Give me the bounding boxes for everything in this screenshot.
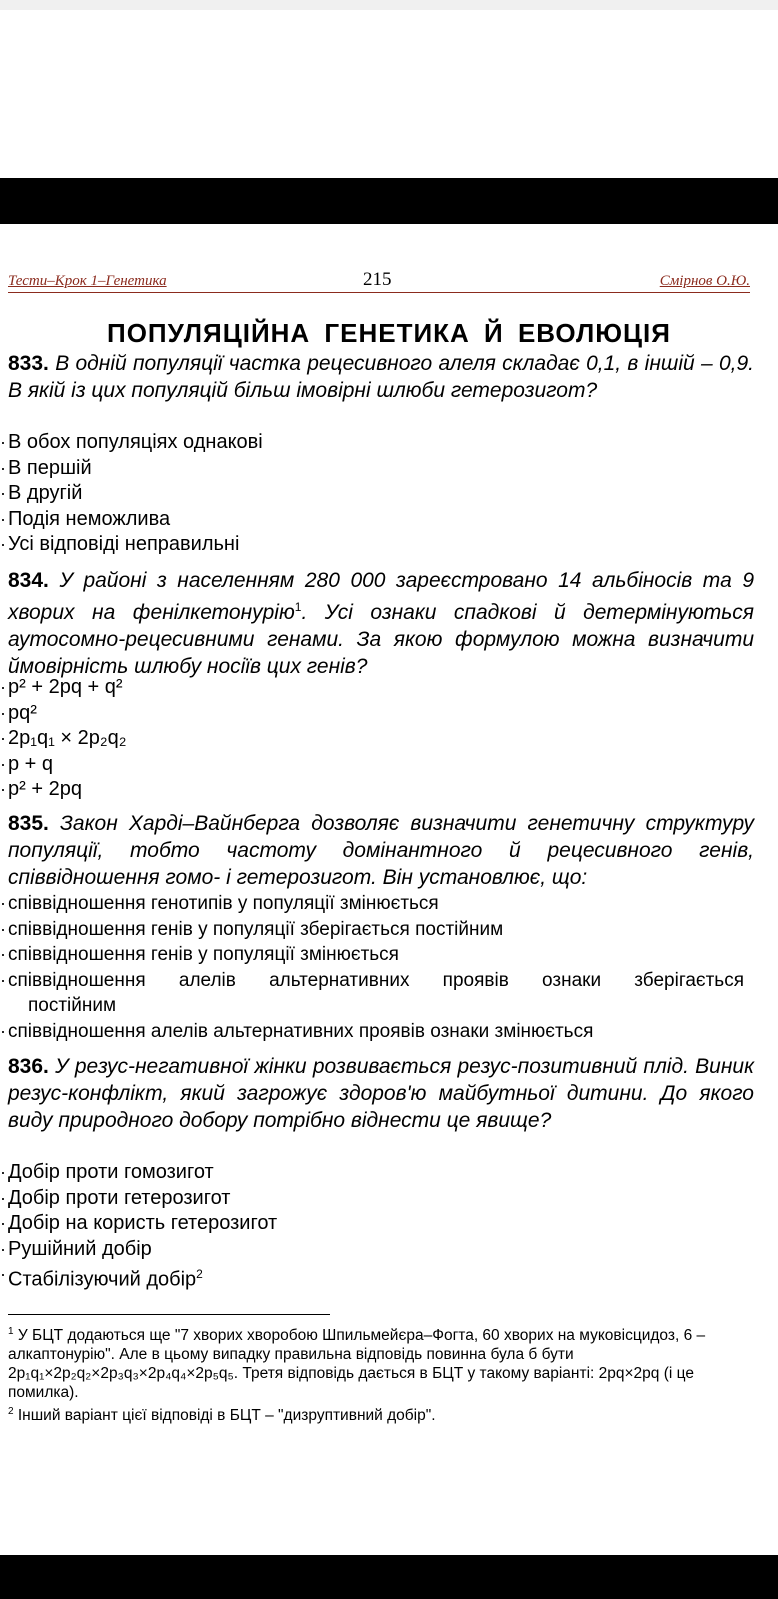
answer-option: · В першій [0,456,760,482]
header-right: Смірнов О.Ю. [659,273,750,289]
question-number: 834. [8,569,49,592]
answer-option-line: співвідношення алелів альтернативних проявів ознаки зберігається [8,969,744,991]
answer-list-836 [0,1160,760,1293]
answer-option: · Добір проти гетерозигот [0,1186,760,1212]
answer-option: · Добір проти гомозигот [0,1160,760,1186]
answer-option: · співвідношення генів у популяції змінюється [0,942,760,968]
answer-option: · співвідношення генотипів у популяції змінюється [0,891,760,917]
question-number: 835. [8,812,49,835]
answer-option: · В обох популяціях однакові [0,430,760,456]
answer-option: · Подія неможлива [0,507,760,533]
running-header [8,270,750,293]
answer-list-834 [0,675,760,803]
question-text: В одній популяції частка рецесивного алеля складає 0,1, в іншій – 0,9. В якій із цих популяцій більш імовірні шлюби гетерозигот? [8,352,754,402]
answer-option [0,968,760,1019]
top-strip [0,0,778,10]
footnote-marker: 2 [8,1406,14,1418]
question-text: . Усі ознаки спадкові й детермінуються аутосомно-рецесивними генами. За якою формулою можна визначити ймовірність шлюбу носіїв цих генів? [8,601,754,678]
answer-option-text: Стабілізуючий добір [8,1268,197,1291]
footnote-marker: 1 [8,1326,14,1337]
question-text: У резус-негативної жінки розвивається резус-позитивний плід. Виник резус-конфлікт, який загрожує здоров'ю майбутньої дитини. До якого виду природного добору потрібно віднести це явище? [8,1055,754,1132]
question-text: Закон Харді–Вайнберга дозволяє визначити генетичну структуру популяції, тобто частоту домінантного й рецесивного генів, співвідношення гомо- і гетерозигот. Він установлює, що: [8,812,754,889]
footnote-2 [8,1402,754,1425]
answer-option-line: постійним [28,995,117,1016]
answer-list-835 [0,891,760,1044]
answer-option: · 2p₁q₁ × 2p₂q₂ [0,726,760,752]
answer-option: · p² + 2pq + q² [0,675,760,701]
header-left: Тести–Крок 1–Генетика [8,273,167,289]
answer-option: · співвідношення генів у популяції зберігається постійним [0,917,760,943]
answer-option: · В другій [0,481,760,507]
answer-option: · pq² [0,701,760,727]
section-title: ПОПУЛЯЦІЙНА ГЕНЕТИКА Й ЕВОЛЮЦІЯ [107,318,671,348]
footnote-ref: 1 [294,600,302,614]
question-number: 833. [8,352,49,375]
question-834 [8,567,754,680]
answer-list-833 [0,430,760,558]
footnotes [8,1322,754,1425]
answer-option [0,1262,760,1293]
page-number: 215 [363,269,392,290]
question-835 [8,810,754,891]
answer-option: · p + q [0,752,760,778]
footnote-text: У БЦТ додаються ще "7 хворих хворобою Шпильмейєра–Фогта, 60 хворих на муковісцидоз, 6 – алкаптонурію". Але в цьому випадку правильна відповідь повинна була б бути 2p₁q₁×2p₂q₂×2p₃q₃×2p₄q₄×2p₅q₅. Третя відповідь дається в БЦТ у такому варіанті: 2pq×2pq (і це помилка). [8,1327,706,1402]
black-band-top [0,178,778,224]
answer-option: · Добір на користь гетерозигот [0,1211,760,1237]
black-band-bottom [0,1555,778,1599]
answer-option: · p² + 2pq [0,777,760,803]
footnote-1 [8,1322,754,1402]
question-number: 836. [8,1055,49,1078]
answer-option: · співвідношення алелів альтернативних проявів ознаки змінюється [0,1019,760,1045]
answer-option: · Рушійний добір [0,1237,760,1263]
question-833 [8,350,754,404]
question-text: У районі з населенням 280 000 зареєстровано 14 альбіносів та 9 хворих на фенілкетонурію [8,569,754,624]
question-836 [8,1053,754,1134]
footnote-ref: 2 [196,1267,203,1281]
answer-option: · Усі відповіді неправильні [0,532,760,558]
footnote-separator [8,1314,330,1315]
footnote-text: Інший варіант цієї відповіді в БЦТ – "дизруптивний добір". [17,1407,436,1425]
